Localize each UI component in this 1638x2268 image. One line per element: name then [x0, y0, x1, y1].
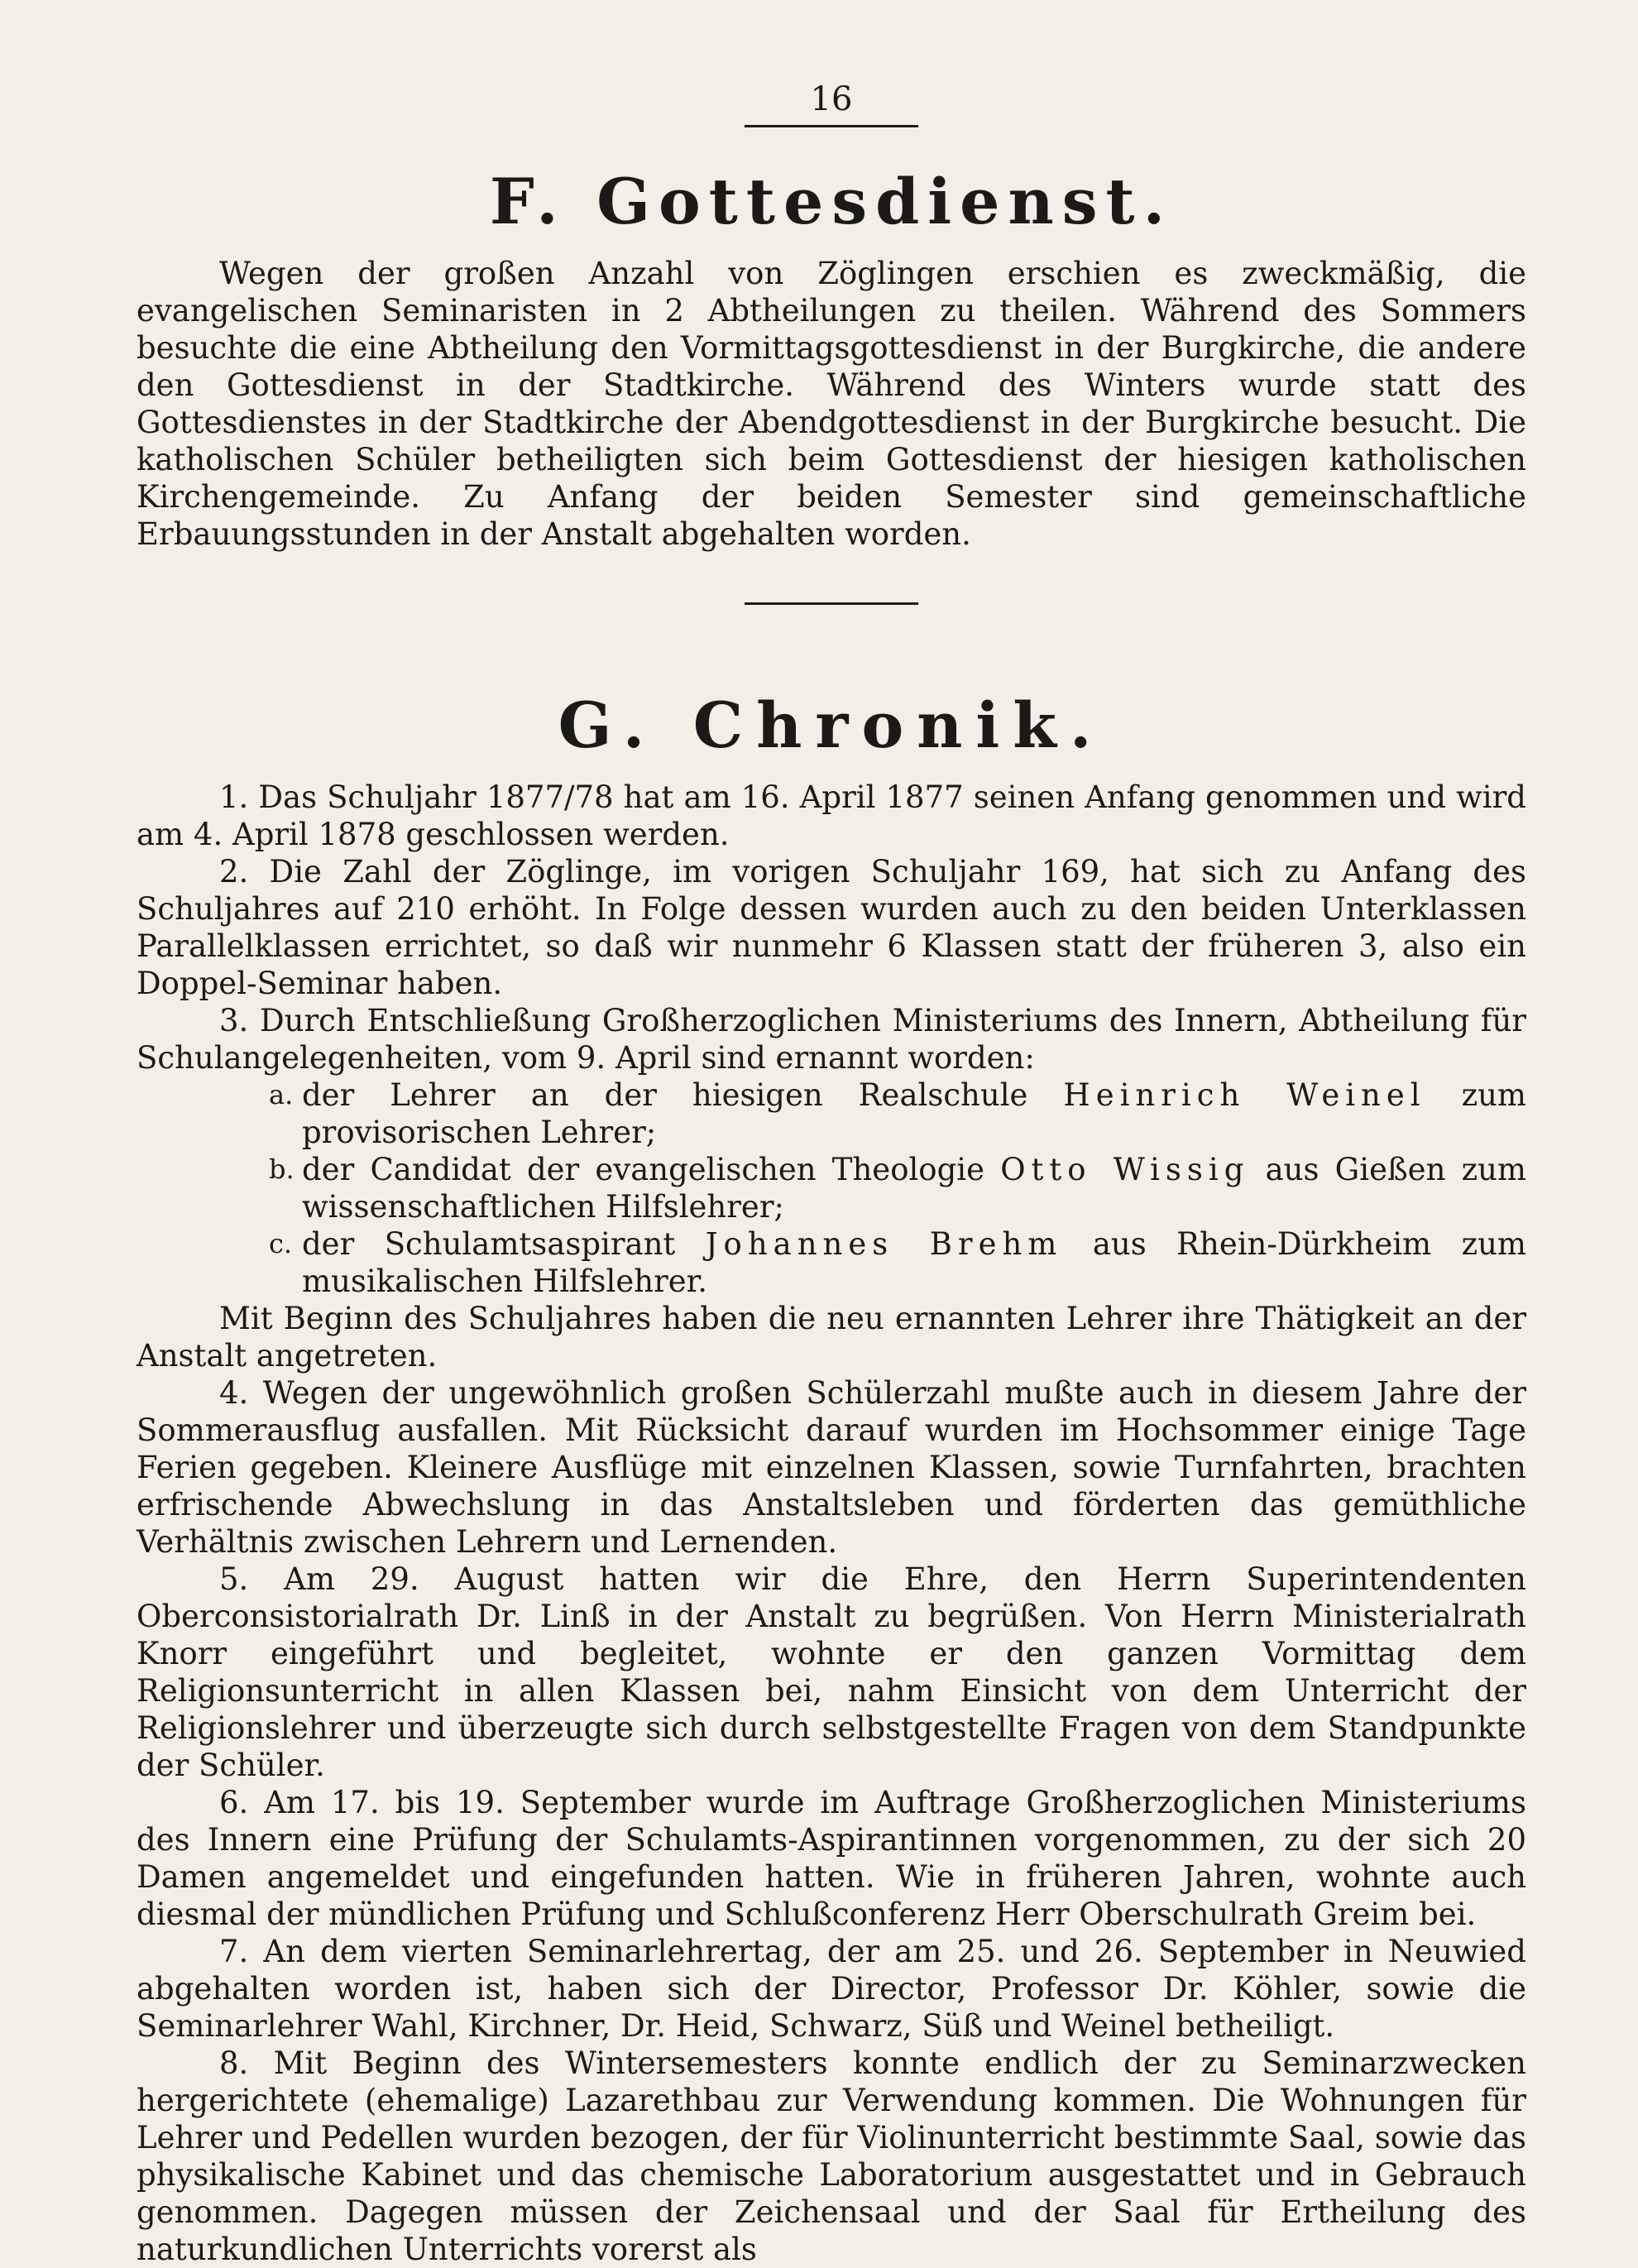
chronik-item-5: 5. Am 29. August hatten wir die Ehre, den Herrn Superintendenten Oberconsistorialrath Dr. Linß in der Anstalt zu begrüßen. Von Herrn Ministerialrath Knorr eingeführt und begleitet, wohnte er den ganzen Vormittag dem Religionsunterricht in allen Klassen bei, nahm Einsicht von dem Unterricht der Religionslehrer und überzeugte sich durch selbstgestellte Fragen von dem Standpunkte der Schüler.: [136, 1561, 1526, 1783]
gottesdienst-paragraph: Wegen der großen Anzahl von Zöglingen erschien es zweckmäßig, die evangelischen Seminaristen in 2 Abtheilungen zu theilen. Während des Sommers besuchte die eine Abtheilung den Vormittagsgottesdienst in der Burgkirche, die andere den Gottesdienst in der Stadtkirche. Während des Winters wurde statt des Gottesdienstes in der Stadtkirche der Abendgottesdienst in der Burgkirche besucht. Die katholischen Schüler betheiligten sich beim Gottesdienst der hiesigen katholischen Kirchengemeinde. Zu Anfang der beiden Semester sind gemeinschaftliche Erbauungsstunden in der Anstalt abgehalten worden.: [136, 256, 1526, 552]
chronik-item-7: 7. An dem vierten Seminarlehrertag, der am 25. und 26. September in Neuwied abgehalten worden ist, haben sich der Director, Professor Dr. Köhler, sowie die Seminarlehrer Wahl, Kirchner, Dr. Heid, Schwarz, Süß und Weinel betheiligt.: [136, 1934, 1526, 2044]
chronik-item-8: 8. Mit Beginn des Wintersemesters konnte endlich der zu Seminarzwecken hergerichtete (ehemalige) Lazarethbau zur Verwendung kommen. Die Wohnungen für Lehrer und Pedellen wurden bezogen, der für Violinunterricht bestimmte Saal, sowie das physikalische Kabinet und das chemische Laboratorium ausgestattet und in Gebrauch genommen. Dagegen müssen der Zeichensaal und der Saal für Ertheilung des naturkundlichen Unterrichts vorerst als: [136, 2045, 1526, 2267]
teacher-name: Heinrich Weinel: [1063, 1077, 1426, 1113]
sub-item-letter: c.: [269, 1228, 293, 1259]
sub-item-text: [302, 1151, 1526, 1225]
chronik-item-3-intro: 3. Durch Entschließung Großherzoglichen Ministeriums des Innern, Abtheilung für Schulangelegenheiten, vom 9. April sind ernannt worden:: [136, 1003, 1526, 1076]
chronik-item-1: 1. Das Schuljahr 1877/78 hat am 16. April 1877 seinen Anfang genommen und wird am 4. April 1878 geschlossen werden.: [136, 779, 1526, 852]
sub-item-text-pre: der Schulamtsaspirant: [302, 1226, 706, 1262]
chronik-item-3-outro: Mit Beginn des Schuljahres haben die neu ernannten Lehrer ihre Thätigkeit an der Anstalt angetreten.: [136, 1301, 1526, 1374]
sub-item-text: [302, 1225, 1526, 1300]
document-page: [136, 79, 1526, 2268]
section-title-gottesdienst: F. Gottesdienst.: [489, 165, 1174, 238]
chronik-item-3a: [269, 1076, 1526, 1151]
section-title-chronik: G. Chronik.: [558, 688, 1105, 762]
header-rule: [745, 125, 918, 127]
sub-item-text: [302, 1076, 1526, 1151]
teacher-name: Otto Wissig: [1000, 1152, 1250, 1187]
sub-item-text-pre: der Candidat der evangelischen Theologie: [302, 1152, 1001, 1187]
chronik-item-6: 6. Am 17. bis 19. September wurde im Auftrage Großherzoglichen Ministeriums des Innern eine Prüfung der Schulamts-Aspirantinnen vorgenommen, zu der sich 20 Damen angemeldet und eingefunden hatten. Wie in früheren Jahren, wohnte auch diesmal der mündlichen Prüfung und Schlußconferenz Herr Oberschulrath Greim bei.: [136, 1785, 1526, 1932]
chronik-item-4: 4. Wegen der ungewöhnlich großen Schülerzahl mußte auch in diesem Jahre der Sommerausflug ausfallen. Mit Rücksicht darauf wurden im Hochsommer einige Tage Ferien gegeben. Kleinere Ausflüge mit einzelnen Klassen, sowie Turnfahrten, brachten erfrischende Abwechslung in das Anstaltsleben und förderten das gemüthliche Verhältnis zwischen Lehrern und Lernenden.: [136, 1375, 1526, 1560]
chronik-item-2: 2. Die Zahl der Zöglinge, im vorigen Schuljahr 169, hat sich zu Anfang des Schuljahres auf 210 erhöht. In Folge dessen wurden auch zu den beiden Unterklassen Parallelklassen errichtet, so daß wir nunmehr 6 Klassen statt der früheren 3, also ein Doppel-Seminar haben.: [136, 854, 1526, 1001]
teacher-name: Johannes Brehm: [705, 1226, 1063, 1262]
chronik-item-3b: [269, 1151, 1526, 1225]
page-number: 16: [810, 80, 853, 118]
chronik-item-3c: [269, 1225, 1526, 1300]
sub-item-text-post: zum provisorischen Lehrer;: [302, 1077, 1526, 1150]
sub-item-text-pre: der Lehrer an der hiesigen Realschule: [302, 1077, 1064, 1113]
sub-item-text-post: aus Gießen zum wissenschaftlichen Hilfslehrer;: [302, 1152, 1526, 1225]
sub-item-letter: a.: [269, 1079, 294, 1110]
section-divider-rule: [745, 602, 918, 605]
sub-item-text-post: aus Rhein-Dürkheim zum musikalischen Hilfslehrer.: [302, 1226, 1526, 1299]
sub-item-letter: b.: [269, 1153, 295, 1185]
